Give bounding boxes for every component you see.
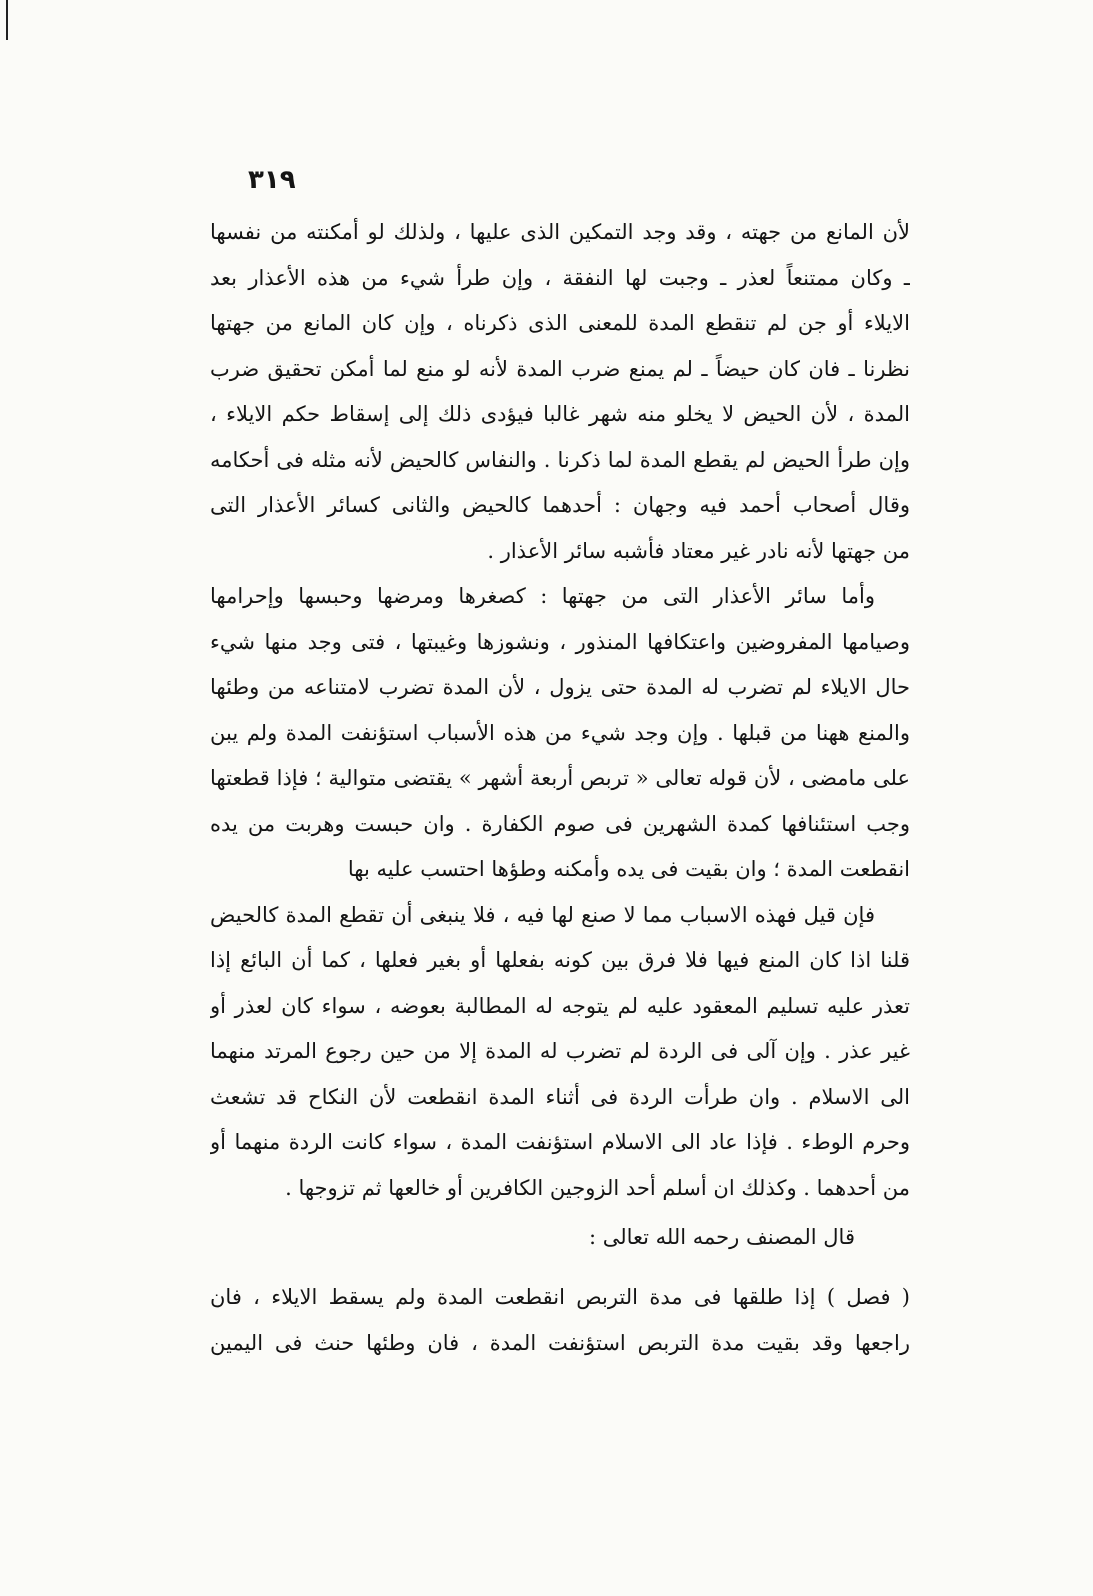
text-line: راجعها وقد بقيت مدة التربص استؤنفت المدة ، فان وطئها حنث فى اليمين [210, 1330, 910, 1355]
text-line: تعذر عليه تسليم المعقود عليه لم يتوجه له المطالبة بعوضه ، سواء كان لعذر أو [210, 993, 910, 1018]
text-line: وقال أصحاب أحمد فيه وجهان : أحدهما كالحيض والثانى كسائر الأعذار التى [210, 493, 910, 517]
text-line: المدة ، لأن الحيض لا يخلو منه شهر غالبا فيؤدى ذلك إلى إسقاط حكم الايلاء ، [210, 402, 910, 426]
paragraph-2 [210, 574, 910, 893]
text-line: نظرنا ـ فان كان حيضاً ـ لم يمنع ضرب المدة لأنه لو منع لما أمكن تحقيق ضرب [210, 356, 910, 381]
text-line: الايلاء أو جن لم تنقطع المدة للمعنى الذى ذكرناه ، وإن كان المانع من جهتها [210, 311, 910, 335]
text-line: انقطعت المدة ؛ وان بقيت فى يده وأمكنه وطؤها احتسب عليه بها [347, 857, 910, 881]
text-line: وحرم الوطء . فإذا عاد الى الاسلام استؤنفت المدة ، سواء كانت الردة منهما أو [210, 1130, 910, 1154]
text-line: من جهتها لأنه نادر غير معتاد فأشبه سائر الأعذار . [487, 538, 910, 563]
section-heading: قال المصنف رحمه الله تعالى : [588, 1225, 855, 1249]
text-line: على مامضى ، لأن قوله تعالى « تربص أربعة أشهر » يقتضى متوالية ؛ فإذا قطعتها [210, 766, 910, 790]
text-line: فإن قيل فهذه الاسباب مما لا صنع لها فيه ، فلا ينبغى أن تقطع المدة كالحيض [210, 902, 875, 927]
paragraph-3 [210, 893, 910, 1212]
body-text [210, 210, 910, 1211]
scan-edge-mark [6, 0, 8, 40]
page-number: ٣١٩ [248, 165, 296, 195]
text-line: قلنا اذا كان المنع فيها فلا فرق بين كونه بفعلها أو بغير فعلها ، كما أن البائع إذا [210, 948, 910, 972]
text-line: غير عذر . وإن آلى فى الردة لم تضرب له المدة إلا من حين رجوع المرتد منهما [210, 1039, 910, 1063]
text-line: من أحدهما . وكذلك ان أسلم أحد الزوجين الكافرين أو خالعها ثم تزوجها . [285, 1175, 910, 1200]
paragraph-1 [210, 210, 910, 574]
text-line: ( فصل ) إذا طلقها فى مدة التربص انقطعت المدة ولم يسقط الايلاء ، فان [210, 1285, 910, 1309]
section-fasl [210, 1275, 910, 1366]
text-line: والمنع ههنا من قبلها . وإن وجد شيء من هذه الأسباب استؤنفت المدة ولم يبن [210, 720, 910, 745]
text-line: وإن طرأ الحيض لم يقطع المدة لما ذكرنا . والنفاس كالحيض لأنه مثله فى أحكامه [210, 447, 910, 472]
text-line: ـ وكان ممتنعاً لعذر ـ وجبت لها النفقة ، وإن طرأ شيء من هذه الأعذار بعد [210, 265, 910, 290]
text-line: الى الاسلام . وان طرأت الردة فى أثناء المدة انقطعت لأن النكاح قد تشعث [210, 1084, 910, 1109]
text-line: وأما سائر الأعذار التى من جهتها : كصغرها ومرضها وحبسها وإحرامها [210, 584, 875, 608]
text-line: حال الايلاء لم تضرب له المدة حتى يزول ، لأن المدة تضرب لامتناعه من وطئها [210, 675, 910, 699]
text-line: لأن المانع من جهته ، وقد وجد التمكين الذى عليها ، ولذلك لو أمكنته من نفسها [210, 220, 910, 244]
text-line: وصيامها المفروضين واعتكافها المنذور ، ونشوزها وغيبتها ، فتى وجد منها شيء [210, 629, 910, 654]
text-line: وجب استئنافها كمدة الشهرين فى صوم الكفارة . وان حبست وهربت من يده [210, 811, 910, 836]
